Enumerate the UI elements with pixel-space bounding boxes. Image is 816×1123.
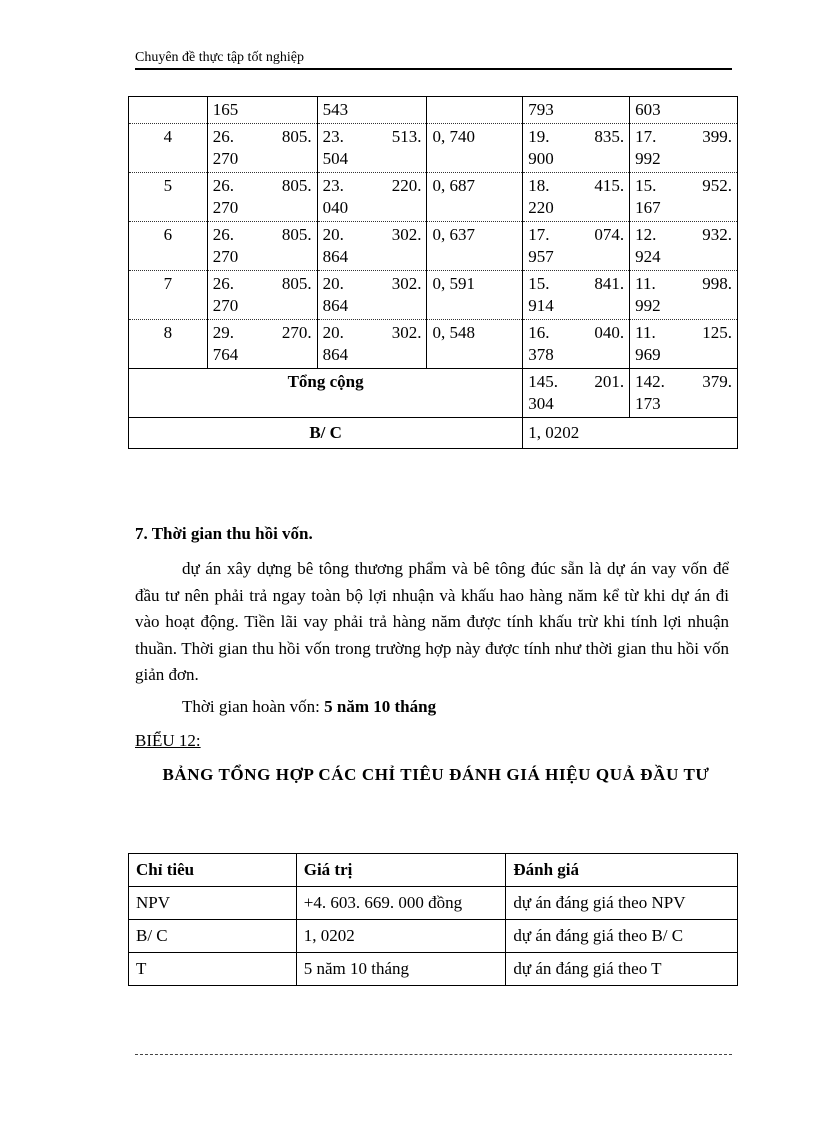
table-cell: 5 năm 10 tháng (296, 953, 506, 986)
table-cell: NPV (129, 887, 297, 920)
table-cell: 15. 841. 914 (523, 271, 630, 320)
table-cell: dự án đáng giá theo B/ C (506, 920, 738, 953)
summary-table (128, 853, 738, 986)
table-cell: 20. 302. 864 (317, 271, 427, 320)
bc-row (129, 418, 738, 449)
table-cell: 18. 415. 220 (523, 173, 630, 222)
column-header: Đánh giá (506, 854, 738, 887)
table-row (129, 320, 738, 369)
table-row (129, 124, 738, 173)
column-header: Chỉ tiêu (129, 854, 297, 887)
table-row (129, 920, 738, 953)
table-cell: 17. 074. 957 (523, 222, 630, 271)
table-cell: dự án đáng giá theo T (506, 953, 738, 986)
table-cell: 543 (317, 97, 427, 124)
rate-cell: 0, 637 (427, 222, 523, 271)
payback-line: Thời gian hoàn vốn: 5 năm 10 tháng (182, 697, 437, 716)
footer-divider (135, 1054, 732, 1055)
table-cell: 15. 952. 167 (630, 173, 738, 222)
table-cell: 11. 125. 969 (630, 320, 738, 369)
table-cell: 23. 220. 040 (317, 173, 427, 222)
table-cell: 29. 270. 764 (207, 320, 317, 369)
rate-cell: 0, 740 (427, 124, 523, 173)
rate-cell: 0, 591 (427, 271, 523, 320)
year-cell: 8 (129, 320, 208, 369)
table-row (129, 173, 738, 222)
year-cell: 6 (129, 222, 208, 271)
table-row (129, 97, 738, 124)
total-label: Tổng cộng (129, 369, 523, 418)
rate-cell: 0, 687 (427, 173, 523, 222)
body-paragraph: dự án xây dựng bê tông thương phẩm và bê tông đúc sẵn là dự án vay vốn để đầu tư nên phải trả ngay toàn bộ lợi nhuận và khấu hao hàng năm kể từ khi dự án đi vào hoạt động. Tiền lãi vay phải trả hàng năm được tính khấu trừ khi tính lợi nhuận thuần. Thời gian thu hồi vốn trong trường hợp này được tính như thời gian thu hồi vốn giản đơn. (135, 559, 729, 684)
table-cell: 603 (630, 97, 738, 124)
table-cell: B/ C (129, 920, 297, 953)
bc-label: B/ C (129, 418, 523, 449)
table-header-row (129, 854, 738, 887)
table-cell: 145. 201. 304 (523, 369, 630, 418)
table-cell: 26. 805. 270 (207, 222, 317, 271)
cashflow-table (128, 96, 738, 449)
year-cell: 4 (129, 124, 208, 173)
table-cell: 26. 805. 270 (207, 173, 317, 222)
chart-label: BIỂU 12: (135, 731, 201, 750)
header-divider (135, 68, 732, 70)
total-row (129, 369, 738, 418)
table-cell: 11. 998. 992 (630, 271, 738, 320)
table-cell: 142. 379. 173 (630, 369, 738, 418)
table-cell (427, 97, 523, 124)
table-cell: 12. 932. 924 (630, 222, 738, 271)
summary-table-title: BẢNG TỔNG HỢP CÁC CHỈ TIÊU ĐÁNH GIÁ HIỆU QUẢ ĐẦU TƯ (162, 765, 710, 784)
year-cell: 7 (129, 271, 208, 320)
table-cell: 1, 0202 (296, 920, 506, 953)
table-cell: 26. 805. 270 (207, 124, 317, 173)
year-cell: 5 (129, 173, 208, 222)
table-row (129, 222, 738, 271)
section-title: 7. Thời gian thu hồi vốn. (135, 524, 313, 543)
table-cell: 19. 835. 900 (523, 124, 630, 173)
table-cell: dự án đáng giá theo NPV (506, 887, 738, 920)
table-cell: 26. 805. 270 (207, 271, 317, 320)
table-cell: 793 (523, 97, 630, 124)
table-cell: 165 (207, 97, 317, 124)
table-cell: 17. 399. 992 (630, 124, 738, 173)
bc-value: 1, 0202 (523, 418, 738, 449)
table-cell: 23. 513. 504 (317, 124, 427, 173)
table-cell: 20. 302. 864 (317, 320, 427, 369)
table-cell: 20. 302. 864 (317, 222, 427, 271)
table-row (129, 887, 738, 920)
page-header: Chuyên đề thực tập tốt nghiệp (135, 50, 304, 65)
rate-cell: 0, 548 (427, 320, 523, 369)
table-row (129, 271, 738, 320)
column-header: Giá trị (296, 854, 506, 887)
table-cell: T (129, 953, 297, 986)
table-cell: 16. 040. 378 (523, 320, 630, 369)
payback-value: 5 năm 10 tháng (324, 697, 437, 716)
table-row (129, 953, 738, 986)
table-cell: +4. 603. 669. 000 đồng (296, 887, 506, 920)
